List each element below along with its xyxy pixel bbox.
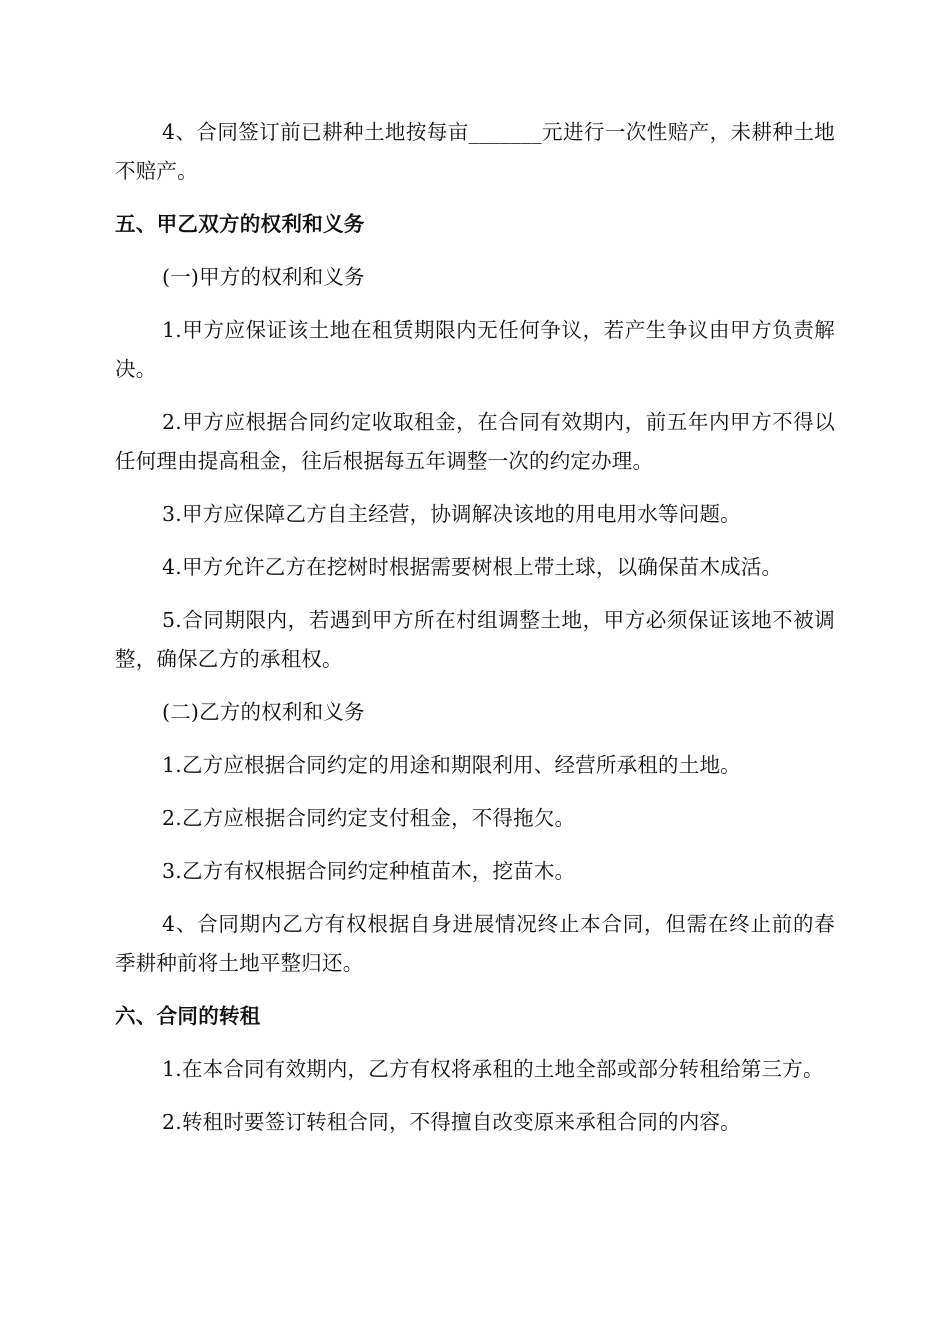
clause-b3: 3.乙方有权根据合同约定种植苗木，挖苗木。 [162, 859, 576, 883]
clause-b1: 1.乙方应根据合同约定的用途和期限利用、经营所承租的土地。 [162, 753, 741, 777]
clause-a5: 5.合同期限内，若遇到甲方所在村组调整土地，甲方必须保证该地不被调整，确保乙方的承租权。 [115, 608, 835, 671]
clause-a2: 2.甲方应根据合同约定收取租金，在合同有效期内，前五年内甲方不得以任何理由提高租金，往后根据每五年调整一次的约定办理。 [115, 410, 835, 473]
clause-c2: 2.转租时要签订转租合同，不得擅自改变原来承租合同的内容。 [162, 1110, 741, 1134]
clause-a3: 3.甲方应保障乙方自主经营，协调解决该地的用电用水等问题。 [162, 502, 741, 526]
subheading-party-a: (一)甲方的权利和义务 [162, 265, 365, 289]
clause-c1: 1.在本合同有效期内，乙方有权将承租的土地全部或部分转租给第三方。 [162, 1057, 824, 1081]
section-heading-rights-obligations: 五、甲乙双方的权利和义务 [115, 212, 365, 236]
paragraph-compensation-part2: 元进行一次性赔产，未耕种土地不赔产。 [115, 120, 835, 183]
clause-b4: 4、合同期内乙方有权根据自身进展情况终止本合同，但需在终止前的春季耕种前将土地平整归还。 [115, 912, 835, 975]
blank-field-underline: _______ [468, 120, 542, 144]
subheading-party-b: (二)乙方的权利和义务 [162, 700, 365, 724]
document-page [115, 113, 835, 1156]
section-heading-sublease: 六、合同的转租 [115, 1004, 261, 1028]
paragraph-compensation [115, 113, 835, 191]
clause-a1: 1.甲方应保证该土地在租赁期限内无任何争议，若产生争议由甲方负责解决。 [115, 318, 835, 381]
clause-a4: 4.甲方允许乙方在挖树时根据需要树根上带土球，以确保苗木成活。 [162, 555, 783, 579]
clause-b2: 2.乙方应根据合同约定支付租金，不得拖欠。 [162, 806, 576, 830]
paragraph-compensation-part1: 4、合同签订前已耕种土地按每亩 [162, 120, 469, 144]
